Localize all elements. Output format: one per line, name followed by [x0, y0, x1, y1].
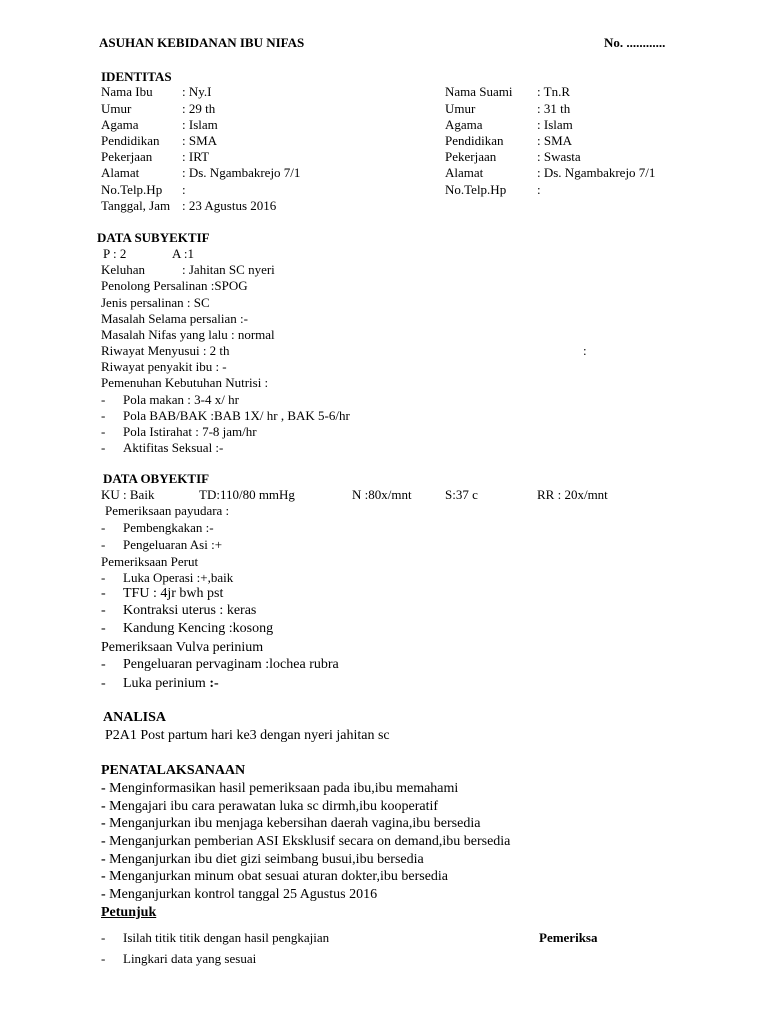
payudara-item: Pembengkakan :-	[123, 520, 214, 535]
nutrisi-item: Pola makan : 3-4 x/ hr	[123, 392, 239, 407]
ibu-value: : 23 Agustus 2016	[182, 198, 277, 213]
vulva-item: Pengeluaran pervaginam :lochea rubra	[123, 657, 339, 672]
penatalaksanaan-text: Menganjurkan pemberian ASI Eksklusif secara on demand,ibu bersedia	[109, 834, 511, 849]
ibu-label: Pekerjaan	[101, 149, 153, 164]
subyektif-line: Jenis persalinan : SC	[101, 295, 210, 310]
bullet-dash: -	[101, 440, 106, 455]
penatalaksanaan-heading: PENATALAKSANAAN	[101, 763, 246, 778]
nutrisi-item: Aktifitas Seksual :-	[123, 440, 224, 455]
bullet-dash: -	[101, 781, 110, 796]
analisa-heading: ANALISA	[103, 710, 167, 725]
bullet-dash: -	[101, 570, 106, 585]
vital-suhu: S:37 c	[445, 487, 478, 502]
vulva-title: Pemeriksaan Vulva perinium	[101, 640, 264, 655]
petunjuk-item: Isilah titik titik dengan hasil pengkajian	[123, 930, 330, 945]
petunjuk-item: Lingkari data yang sesuai	[123, 951, 257, 966]
bullet-dash: -	[101, 869, 110, 884]
ibu-label: Alamat	[101, 165, 140, 180]
subyektif-line: Penolong Persalinan :SPOG	[101, 278, 248, 293]
ibu-label: Pendidikan	[101, 133, 160, 148]
bullet-dash: -	[101, 424, 106, 439]
nutrisi-item: Pola Istirahat : 7-8 jam/hr	[123, 424, 257, 439]
subyektif-line: Riwayat Menyusui : 2 th	[101, 343, 230, 358]
bullet-dash: -	[101, 621, 106, 636]
luka-perinium-label: Luka perinium	[123, 676, 210, 691]
ibu-value: :	[182, 182, 186, 197]
perut-item: TFU : 4jr bwh pst	[123, 586, 224, 601]
form-number: No. ............	[604, 35, 666, 50]
penatalaksanaan-item	[101, 799, 438, 815]
penatalaksanaan-item	[101, 869, 448, 885]
suami-value: :	[537, 182, 541, 197]
ibu-label: Nama Ibu	[101, 84, 153, 99]
suami-label: Umur	[445, 101, 476, 116]
luka-perinium-value: :-	[209, 676, 219, 691]
perut-item: Kontraksi uterus : keras	[123, 603, 257, 618]
penatalaksanaan-text: Mengajari ibu cara perawatan luka sc dirmh,ibu kooperatif	[109, 799, 439, 814]
suami-value: : SMA	[537, 133, 573, 148]
penatalaksanaan-item	[101, 816, 480, 832]
subyektif-heading: DATA SUBYEKTIF	[97, 230, 210, 245]
penatalaksanaan-item	[101, 887, 377, 903]
ibu-value: : Ny.I	[182, 84, 212, 99]
suami-label: Agama	[445, 117, 483, 132]
ibu-label: Umur	[101, 101, 132, 116]
ibu-value: : Islam	[182, 117, 218, 132]
bullet-dash: -	[101, 603, 106, 618]
suami-label: Pendidikan	[445, 133, 504, 148]
ibu-value: : IRT	[182, 149, 210, 164]
suami-value: : Ds. Ngambakrejo 7/1	[537, 165, 656, 180]
suami-value: : Swasta	[537, 149, 581, 164]
ibu-label: Tanggal, Jam	[101, 198, 171, 213]
penatalaksanaan-text: Menginformasikan hasil pemeriksaan pada ibu,ibu memahami	[109, 781, 459, 796]
perut-title: Pemeriksaan Perut	[101, 554, 199, 569]
payudara-title: Pemeriksaan payudara :	[105, 503, 230, 518]
perut-item: Luka Operasi :+,baik	[123, 570, 234, 585]
penatalaksanaan-item	[101, 834, 510, 850]
bullet-dash: -	[101, 676, 106, 691]
ibu-label: No.Telp.Hp	[101, 182, 163, 197]
suami-label: Nama Suami	[445, 84, 513, 99]
petunjuk-heading: Petunjuk	[101, 905, 157, 920]
subyektif-line: Masalah Selama persalian :-	[101, 311, 248, 326]
luka-perinium	[123, 676, 219, 692]
bullet-dash: -	[101, 586, 106, 601]
bullet-dash: -	[101, 657, 106, 672]
pemeriksa-label: Pemeriksa	[539, 930, 598, 945]
vital-ku: KU : Baik	[101, 487, 155, 502]
vital-rr: RR : 20x/mnt	[537, 487, 608, 502]
keluhan-label: Keluhan	[101, 262, 146, 277]
penatalaksanaan-text: Menganjurkan kontrol tanggal 25 Agustus 2016	[109, 887, 378, 902]
paritas-p: P : 2	[103, 246, 127, 261]
paritas-a: A :1	[172, 246, 195, 261]
suami-value: : Islam	[537, 117, 573, 132]
suami-label: No.Telp.Hp	[445, 182, 507, 197]
bullet-dash: -	[101, 951, 106, 966]
penatalaksanaan-text: Menganjurkan ibu menjaga kebersihan daerah vagina,ibu bersedia	[109, 816, 481, 831]
bullet-dash: -	[101, 852, 110, 867]
subyektif-line: Riwayat penyakit ibu : -	[101, 359, 227, 374]
menyusui-colon: :	[583, 343, 587, 358]
suami-value: : Tn.R	[537, 84, 570, 99]
suami-label: Alamat	[445, 165, 484, 180]
identitas-heading: IDENTITAS	[101, 69, 172, 84]
obyektif-heading: DATA OBYEKTIF	[103, 471, 210, 486]
vital-nadi: N :80x/mnt	[352, 487, 412, 502]
penatalaksanaan-item	[101, 852, 424, 868]
keluhan-value: : Jahitan SC nyeri	[182, 262, 275, 277]
suami-label: Pekerjaan	[445, 149, 497, 164]
bullet-dash: -	[101, 537, 106, 552]
bullet-dash: -	[101, 834, 110, 849]
ibu-value: : Ds. Ngambakrejo 7/1	[182, 165, 301, 180]
perut-item: Kandung Kencing :kosong	[123, 621, 274, 636]
bullet-dash: -	[101, 816, 110, 831]
suami-value: : 31 th	[537, 101, 571, 116]
ibu-label: Agama	[101, 117, 139, 132]
bullet-dash: -	[101, 520, 106, 535]
penatalaksanaan-item	[101, 781, 458, 797]
penatalaksanaan-text: Menganjurkan minum obat sesuai aturan dokter,ibu bersedia	[109, 869, 449, 884]
subyektif-line: Masalah Nifas yang lalu : normal	[101, 327, 275, 342]
subyektif-line: Pemenuhan Kebutuhan Nutrisi :	[101, 375, 269, 390]
analisa-text: P2A1 Post partum hari ke3 dengan nyeri jahitan sc	[105, 728, 390, 743]
bullet-dash: -	[101, 887, 110, 902]
vital-td: TD:110/80 mmHg	[199, 487, 295, 502]
bullet-dash: -	[101, 799, 110, 814]
ibu-value: : SMA	[182, 133, 218, 148]
payudara-item: Pengeluaran Asi :+	[123, 537, 223, 552]
penatalaksanaan-text: Menganjurkan ibu diet gizi seimbang busui,ibu bersedia	[109, 852, 424, 867]
nutrisi-item: Pola BAB/BAK :BAB 1X/ hr , BAK 5-6/hr	[123, 408, 350, 423]
form-title: ASUHAN KEBIDANAN IBU NIFAS	[99, 35, 305, 50]
bullet-dash: -	[101, 392, 106, 407]
ibu-value: : 29 th	[182, 101, 216, 116]
bullet-dash: -	[101, 408, 106, 423]
bullet-dash: -	[101, 930, 106, 945]
